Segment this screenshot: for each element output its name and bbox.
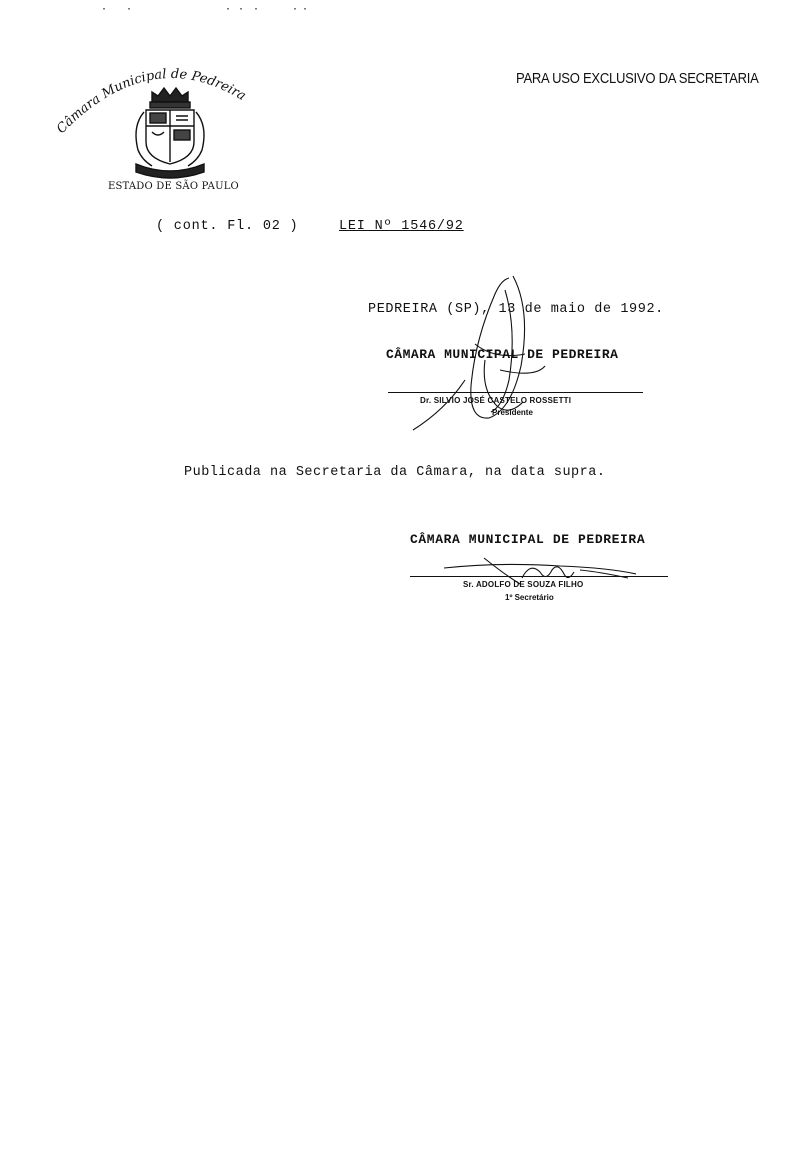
- signature-1-title: Presidente: [492, 408, 533, 417]
- date-line: PEDREIRA (SP), 13 de maio de 1992.: [368, 302, 664, 317]
- handwritten-signature-2: [440, 548, 640, 588]
- state-label: ESTADO DE SÃO PAULO: [108, 181, 239, 192]
- municipal-coat-of-arms-icon: [136, 88, 204, 178]
- municipal-seal: [40, 46, 300, 186]
- signature-2-name: Sr. ADOLFO DE SOUZA FILHO: [463, 580, 584, 589]
- exclusive-use-note: PARA USO EXCLUSIVO DA SECRETARIA: [516, 71, 759, 87]
- seal-arc-text: Câmara Municipal de Pedreira: [53, 66, 249, 137]
- handwritten-signature-1: [405, 270, 555, 440]
- continuation-reference: ( cont. Fl. 02 ): [156, 219, 299, 234]
- scan-noise: [0, 0, 800, 20]
- signature-1-name: Dr. SILVIO JOSÉ CASTELO ROSSETTI: [420, 396, 572, 405]
- law-number: LEI Nº 1546/92: [339, 219, 464, 234]
- signature-2-institution: CÂMARA MUNICIPAL DE PEDREIRA: [410, 532, 646, 547]
- signature-1-institution: CÂMARA MUNICIPAL DE PEDREIRA: [386, 347, 619, 362]
- signature-2-title: 1º Secretário: [505, 593, 554, 602]
- publication-note: Publicada na Secretaria da Câmara, na data supra.: [184, 465, 606, 480]
